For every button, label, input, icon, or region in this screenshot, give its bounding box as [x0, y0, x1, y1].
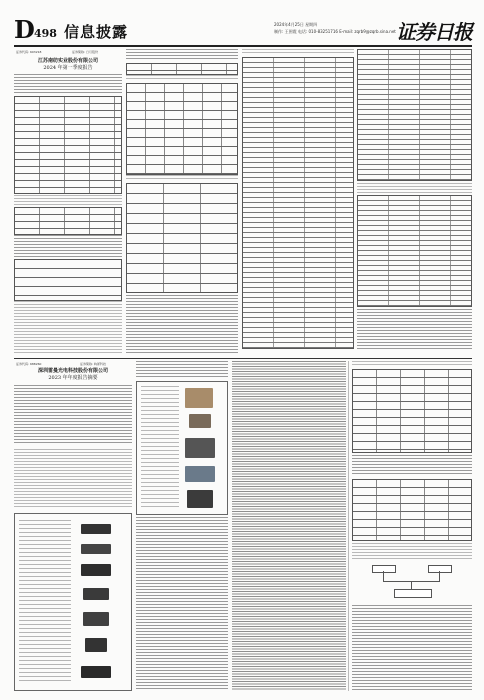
- body-text: [232, 361, 346, 691]
- holdings-table: [126, 83, 238, 175]
- income-table: [357, 49, 472, 181]
- change-table: [126, 183, 238, 293]
- body-text: [14, 195, 122, 205]
- stock-name-tag: 证券简称: 昀冢科技: [80, 362, 106, 366]
- intro-text: [14, 74, 122, 94]
- newspaper-logo-icon: 证券日报: [396, 20, 472, 44]
- company-name: 江苏南纺实业股份有限公司: [37, 58, 98, 64]
- stock-code-tag: 证券代码: 603218: [16, 50, 42, 54]
- stock-code-tag: 证券代码: 688260: [16, 362, 42, 366]
- balance-sheet-table: [242, 57, 354, 349]
- body-text: [126, 75, 238, 81]
- body-text: [357, 309, 472, 349]
- issue-date: 2024年4月25日 星期四: [274, 22, 318, 27]
- product-photo-icon: [189, 414, 211, 428]
- bottom-products-column: [136, 361, 228, 691]
- product-photo-icon: [185, 466, 215, 482]
- section-divider: [14, 358, 472, 359]
- body-text: [14, 235, 122, 257]
- financial-table: [14, 96, 122, 194]
- business-data-table: [352, 369, 472, 453]
- product-photo-icon: [83, 612, 109, 626]
- page-letter: D: [14, 15, 35, 44]
- body-text: [357, 183, 472, 193]
- ownership-chart: [362, 565, 462, 601]
- masthead-rule: [14, 45, 472, 47]
- cashflow-table: [357, 195, 472, 307]
- bottom-right-column: [352, 361, 472, 691]
- body-text: [352, 361, 472, 367]
- chart-box: [428, 565, 452, 573]
- product-photo-icon: [81, 544, 111, 554]
- body-text: [126, 295, 238, 355]
- top-cashflow-column: [357, 49, 472, 355]
- chart-box: [394, 589, 432, 598]
- body-text: [352, 605, 472, 691]
- product-photo-icon: [185, 388, 213, 408]
- body-text: [14, 385, 132, 445]
- body-text: [242, 49, 354, 55]
- body-text: [14, 449, 132, 509]
- column-separator: [348, 361, 349, 691]
- product-descriptions: [141, 386, 179, 510]
- small-table: [126, 63, 238, 75]
- bottom-left-article: [14, 361, 132, 691]
- product-table: [136, 381, 228, 515]
- product-photo-icon: [81, 564, 111, 576]
- bottom-text-column: [232, 361, 346, 691]
- masthead: [14, 15, 472, 44]
- body-text: [136, 517, 228, 691]
- product-photo-icon: [85, 638, 107, 652]
- product-photo-icon: [83, 588, 109, 600]
- top-left-article: [14, 49, 122, 355]
- product-descriptions: [19, 520, 71, 684]
- section-title: 信息披露: [64, 23, 129, 41]
- product-photo-icon: [187, 490, 213, 508]
- editor-contact: 制作: 王围霞 电话: 010-83251716 E-mail: zqrb9@zqrb.sina.net: [274, 29, 396, 34]
- report-title: 2023 年年度报告摘要: [48, 375, 98, 381]
- body-text: [14, 301, 122, 355]
- report-title: 2024 年第一季度报告: [43, 65, 93, 71]
- product-table: [14, 513, 132, 691]
- notes-table: [14, 259, 122, 301]
- quarterly-data-table: [352, 479, 472, 541]
- body-text: [352, 455, 472, 475]
- top-balance-sheet: [242, 49, 354, 355]
- company-name: 深圳雷曼光电科技股份有限公司: [37, 368, 108, 374]
- body-text: [126, 49, 238, 61]
- body-text: [136, 361, 228, 379]
- chart-box: [372, 565, 396, 573]
- shareholder-table: [14, 207, 122, 235]
- product-photo-icon: [185, 438, 215, 458]
- body-text: [352, 543, 472, 561]
- stock-name-tag: 证券简称: 日月股份: [72, 50, 98, 54]
- page-number: 498: [34, 27, 57, 40]
- product-photo-icon: [81, 524, 111, 534]
- body-text: [126, 175, 238, 181]
- product-photo-icon: [81, 666, 111, 678]
- top-balance-column: [126, 49, 238, 355]
